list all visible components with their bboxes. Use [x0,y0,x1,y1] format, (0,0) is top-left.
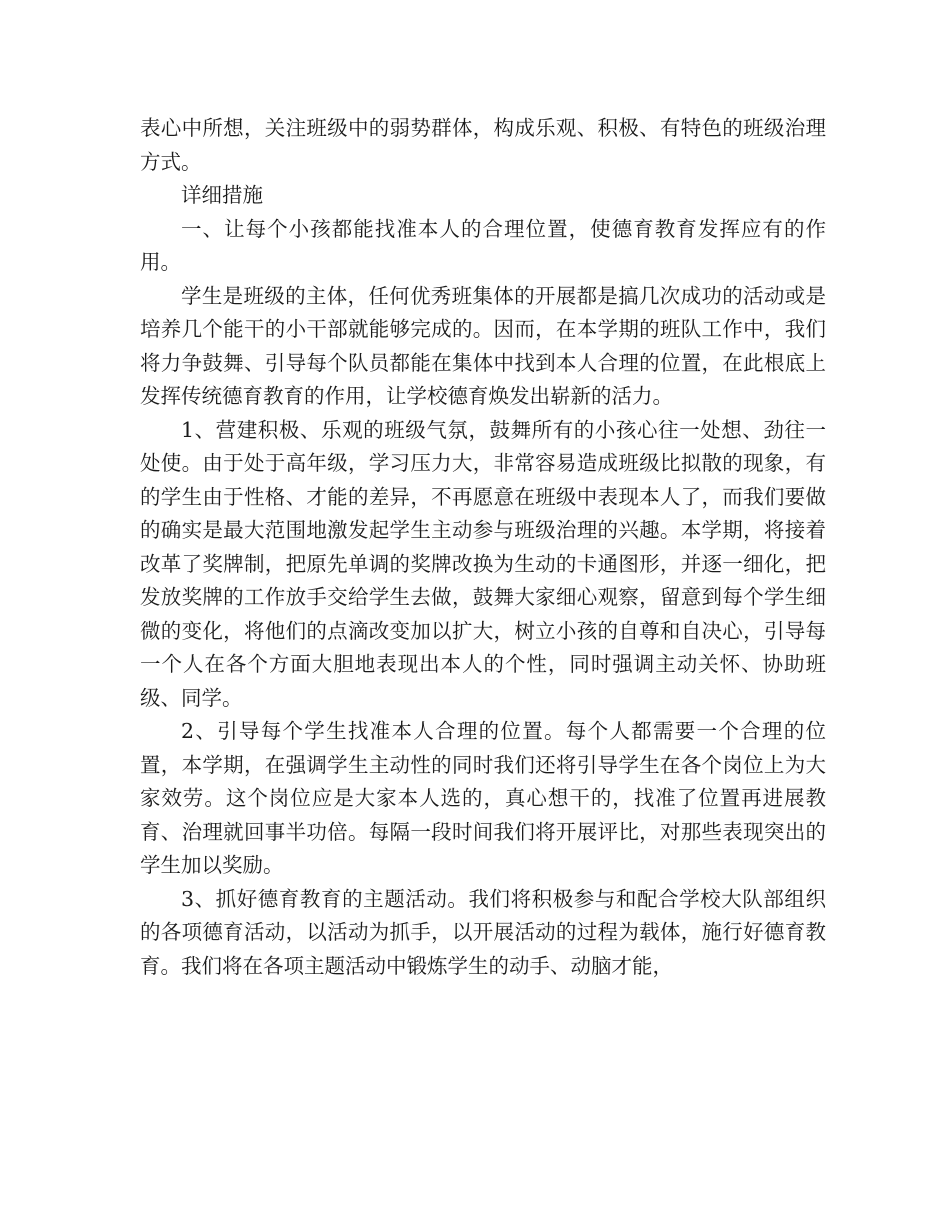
paragraph-item-1: 1、营建积极、乐观的班级气氛，鼓舞所有的小孩心往一处想、劲往一处使。由于处于高年级，学习压力大，非常容易造成班级比拟散的现象，有的学生由于性格、才能的差异，不再愿意在班级中表现本人了，而我们要做的确实是最大范围地激发起学生主动参与班级治理的兴趣。本学期，将接着改革了奖牌制，把原先单调的奖牌改换为生动的卡通图形，并逐一细化，把发放奖牌的工作放手交给学生去做，鼓舞大家细心观察，留意到每个学生细微的变化，将他们的点滴改变加以扩大，树立小孩的自尊和自决心，引导每一个人在各个方面大胆地表现出本人的个性，同时强调主动关怀、协助班级、同学。 [140,417,826,710]
measure-one-heading: 一、让每个小孩都能找准本人的合理位置，使德育教育发挥应有的作用。 [140,216,826,274]
section-heading-detailed-measures: 详细措施 [181,183,263,207]
paragraph-item-3: 3、抓好德育教育的主题活动。我们将积极参与和配合学校大队部组织的各项德育活动，以活动为抓手，以开展活动的过程为载体，施行好德育教育。我们将在各项主题活动中锻炼学生的动手、动脑才能， [140,886,826,978]
paragraph-continuation: 表心中所想，关注班级中的弱势群体，构成乐观、积极、有特色的班级治理方式。 [140,116,826,174]
paragraph-item-2: 2、引导每个学生找准本人合理的位置。每个人都需要一个合理的位置，本学期，在强调学生主动性的同时我们还将引导学生在各个岗位上为大家效劳。这个岗位应是大家本人选的，真心想干的，找准了位置再进展教育、治理就回事半功倍。每隔一段时间我们将开展评比，对那些表现突出的学生加以奖励。 [140,719,826,877]
document-body [140,112,826,983]
paragraph-students-main-body: 学生是班级的主体，任何优秀班集体的开展都是搞几次成功的活动或是培养几个能干的小干部就能够完成的。因而，在本学期的班队工作中，我们将力争鼓舞、引导每个队员都能在集体中找到本人合理的位置，在此根底上发挥传统德育教育的作用，让学校德育焕发出崭新的活力。 [140,283,826,408]
